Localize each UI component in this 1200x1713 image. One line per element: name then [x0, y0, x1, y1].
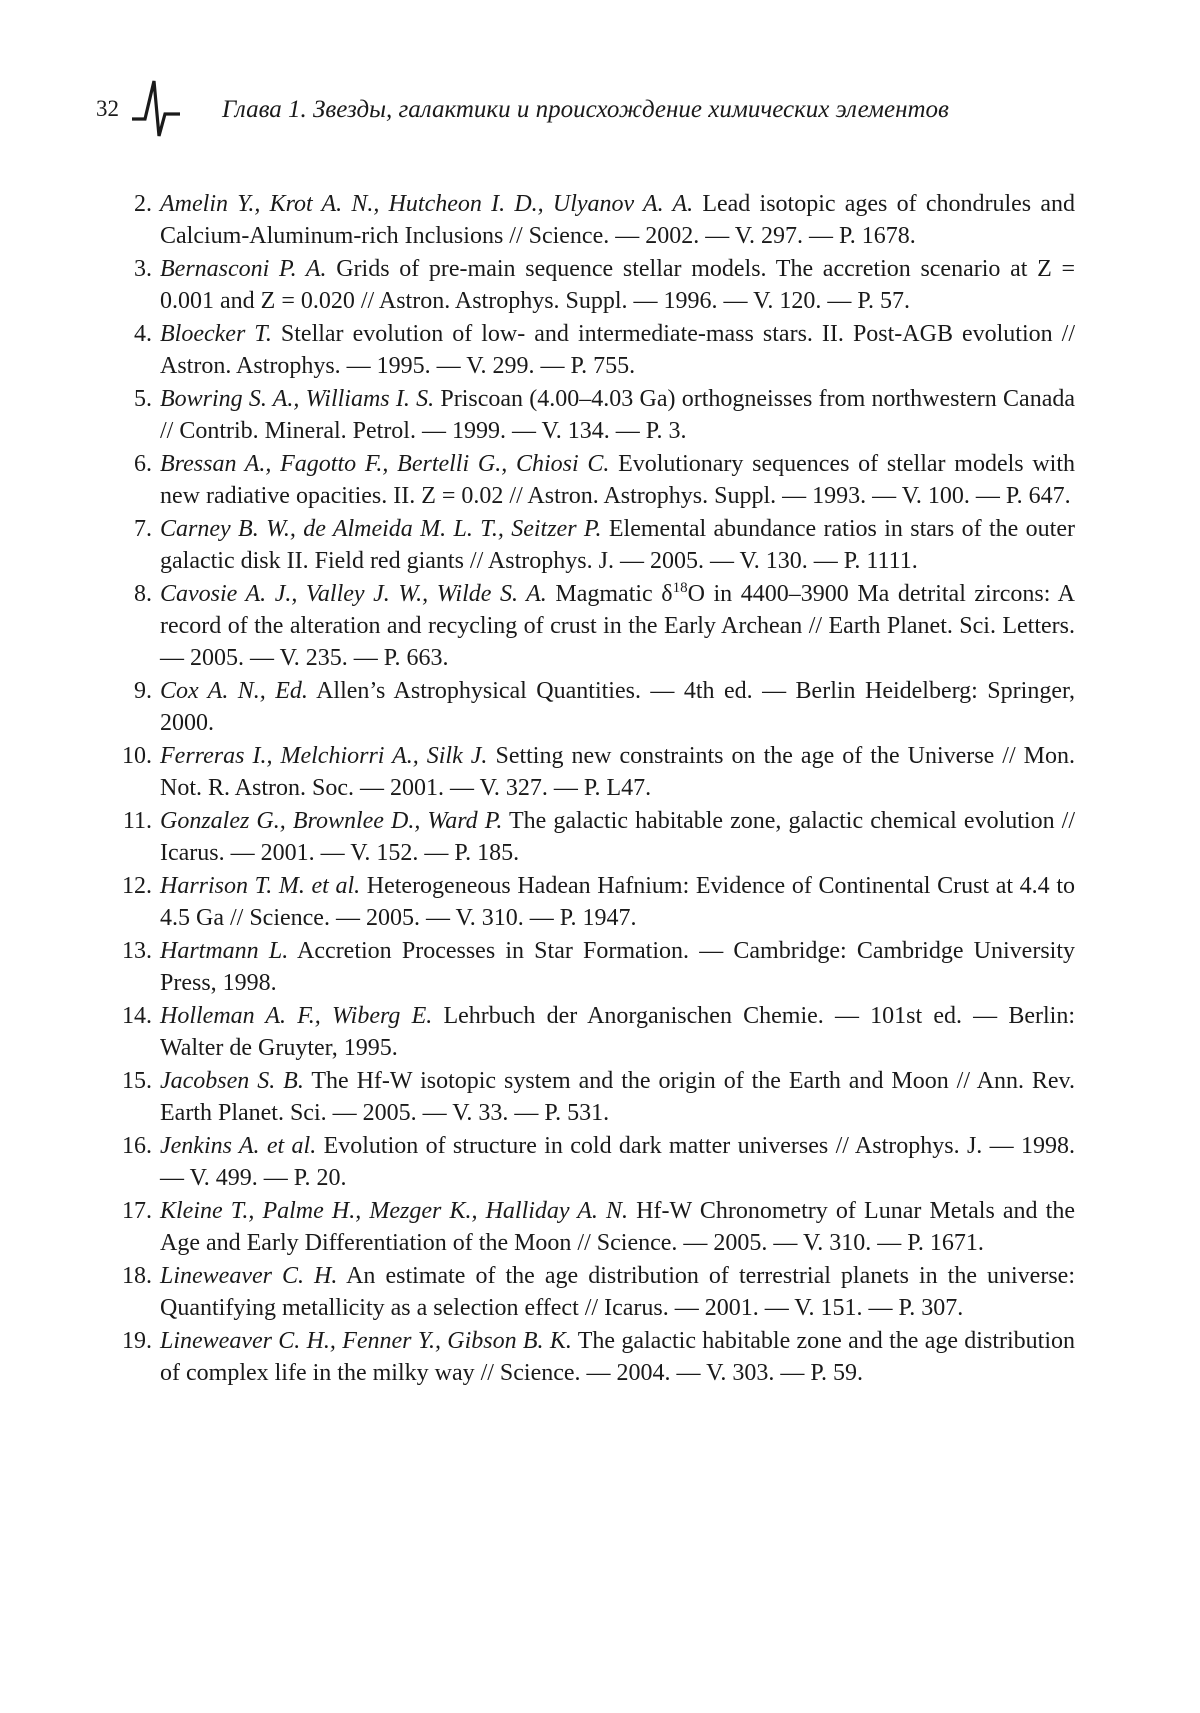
- reference-authors: Lineweaver C. H.: [160, 1263, 338, 1289]
- reference-text: The galactic habitable zone and the age distribution of complex life in the milky way // Science. — 2004. — V. 303. — P. 59.: [160, 1328, 1075, 1386]
- reference-item: [134, 578, 1075, 674]
- reference-authors: Bloecker T.: [160, 321, 272, 347]
- isotope-superscript: 18: [672, 580, 688, 596]
- reference-number: 14.: [122, 1003, 152, 1029]
- reference-text: Stellar evolution of low- and intermediate-mass stars. II. Post-AGB evolution // Astron. Astrophys. — 1995. — V. 299. — P. 755.: [160, 321, 1075, 379]
- reference-text: Hf-W Chronometry of Lunar Metals and the Age and Early Differentiation of the Moon // Science. — 2005. — V. 310. — P. 1671.: [160, 1198, 1075, 1256]
- reference-item: [134, 318, 1075, 382]
- reference-authors: Carney B. W., de Almeida M. L. T., Seitzer P.: [160, 516, 602, 542]
- reference-item: [122, 1325, 1075, 1389]
- reference-number: 6.: [134, 451, 152, 477]
- reference-text: Evolutionary sequences of stellar models with new radiative opacities. II. Z = 0.02 // Astron. Astrophys. Suppl. — 1993. — V. 100. — P. 647.: [160, 451, 1076, 509]
- reference-text: Setting new constraints on the age of the Universe // Mon. Not. R. Astron. Soc. — 2001. — V. 327. — P. L47.: [160, 743, 1075, 801]
- reference-authors: Amelin Y., Krot A. N., Hutcheon I. D., Ulyanov A. A.: [160, 191, 694, 217]
- reference-item: [134, 513, 1075, 577]
- reference-text: Grids of pre-main sequence stellar models. The accretion scenario at Z = 0.001 and Z = 0.020 // Astron. Astrophys. Suppl. — 1996. — V. 120. — P. 57.: [160, 256, 1075, 314]
- spike-logo-icon: [132, 78, 180, 138]
- reference-authors: Cox A. N., Ed.: [160, 678, 308, 704]
- page-number: 32: [96, 96, 119, 121]
- reference-text: Allen’s Astrophysical Quantities. — 4th ed. — Berlin Heidelberg: Springer, 2000.: [160, 678, 1075, 736]
- reference-authors: Lineweaver C. H., Fenner Y., Gibson B. K.: [160, 1328, 572, 1354]
- reference-item: [134, 383, 1076, 447]
- reference-number: 18.: [122, 1263, 152, 1289]
- running-title: Глава 1. Звезды, галактики и происхождение химических элементов: [222, 96, 949, 123]
- reference-number: 19.: [122, 1328, 152, 1354]
- reference-authors: Cavosie A. J., Valley J. W., Wilde S. A.: [160, 581, 547, 607]
- reference-authors: Holleman A. F., Wiberg E.: [160, 1003, 433, 1029]
- reference-text: Lehrbuch der Anorganischen Chemie. — 101st ed. — Berlin: Walter de Gruyter, 1995.: [160, 1003, 1075, 1061]
- reference-text: An estimate of the age distribution of terrestrial planets in the universe: Quantifying metallicity as a selection effect // Icarus. — 2001. — V. 151. — P. 307.: [160, 1263, 1075, 1321]
- reference-item: [134, 188, 1075, 252]
- reference-authors: Bowring S. A., Williams I. S.: [160, 386, 435, 412]
- reference-text-prefix: Magmatic δ: [546, 581, 673, 607]
- reference-authors: Bressan A., Fagotto F., Bertelli G., Chiosi C.: [160, 451, 610, 477]
- reference-number: 15.: [122, 1068, 152, 1094]
- reference-authors: Kleine T., Palme H., Mezger K., Halliday A. N.: [160, 1198, 629, 1224]
- reference-number: 2.: [134, 191, 152, 217]
- reference-number: 11.: [122, 808, 152, 834]
- reference-list: [122, 188, 1076, 1390]
- reference-number: 9.: [134, 678, 152, 704]
- reference-text: Lead isotopic ages of chondrules and Calcium-Aluminum-rich Inclusions // Science. — 2002. — V. 297. — P. 1678.: [160, 191, 1075, 249]
- reference-item: [122, 935, 1075, 999]
- reference-item: [134, 675, 1075, 739]
- reference-item: [122, 1130, 1075, 1194]
- reference-authors: Jenkins A. et al.: [160, 1133, 317, 1159]
- reference-item: [122, 870, 1075, 934]
- reference-text: Accretion Processes in Star Formation. — Cambridge: Cambridge University Press, 1998.: [160, 938, 1075, 996]
- reference-number: 8.: [134, 581, 152, 607]
- reference-number: 12.: [122, 873, 152, 899]
- reference-item: [122, 1195, 1075, 1259]
- reference-item: [122, 1065, 1075, 1129]
- reference-number: 10.: [122, 743, 152, 769]
- reference-number: 3.: [134, 256, 152, 282]
- reference-item: [122, 1260, 1075, 1324]
- reference-item: [122, 1000, 1075, 1064]
- reference-authors: Ferreras I., Melchiorri A., Silk J.: [160, 743, 488, 769]
- reference-authors: Hartmann L.: [160, 938, 289, 964]
- reference-text: The galactic habitable zone, galactic chemical evolution // Icarus. — 2001. — V. 152. — P. 185.: [160, 808, 1075, 866]
- reference-text: Elemental abundance ratios in stars of the outer galactic disk II. Field red giants // Astrophys. J. — 2005. — V. 130. — P. 1111.: [160, 516, 1075, 574]
- reference-number: 13.: [122, 938, 152, 964]
- reference-item: [122, 740, 1075, 804]
- reference-text: The Hf-W isotopic system and the origin of the Earth and Moon // Ann. Rev. Earth Planet. Sci. — 2005. — V. 33. — P. 531.: [160, 1068, 1075, 1126]
- reference-item: [134, 448, 1076, 512]
- reference-text: Priscoan (4.00–4.03 Ga) orthogneisses from northwestern Canada // Contrib. Mineral. Petrol. — 1999. — V. 134. — P. 3.: [160, 386, 1076, 444]
- reference-text: Heterogeneous Hadean Hafnium: Evidence of Continental Crust at 4.4 to 4.5 Ga // Science. — 2005. — V. 310. — P. 1947.: [160, 873, 1075, 931]
- reference-number: 17.: [122, 1198, 152, 1224]
- reference-text: Evolution of structure in cold dark matter universes // Astrophys. J. — 1998. — V. 499. — P. 20.: [160, 1133, 1075, 1191]
- reference-item: [122, 805, 1075, 869]
- reference-authors: Bernasconi P. A.: [160, 256, 327, 282]
- reference-number: 5.: [134, 386, 152, 412]
- reference-authors: Jacobsen S. B.: [160, 1068, 304, 1094]
- reference-number: 7.: [134, 516, 152, 542]
- reference-number: 16.: [122, 1133, 152, 1159]
- reference-item: [134, 253, 1075, 317]
- reference-authors: Gonzalez G., Brownlee D., Ward P.: [160, 808, 503, 834]
- reference-number: 4.: [134, 321, 152, 347]
- reference-text: O in 4400–3900 Ma detrital zircons: A record of the alteration and recycling of crust in the Early Archean // Earth Planet. Sci. Letters. — 2005. — V. 235. — P. 663.: [160, 581, 1075, 671]
- page-header: [96, 78, 1096, 138]
- reference-authors: Harrison T. M. et al.: [160, 873, 361, 899]
